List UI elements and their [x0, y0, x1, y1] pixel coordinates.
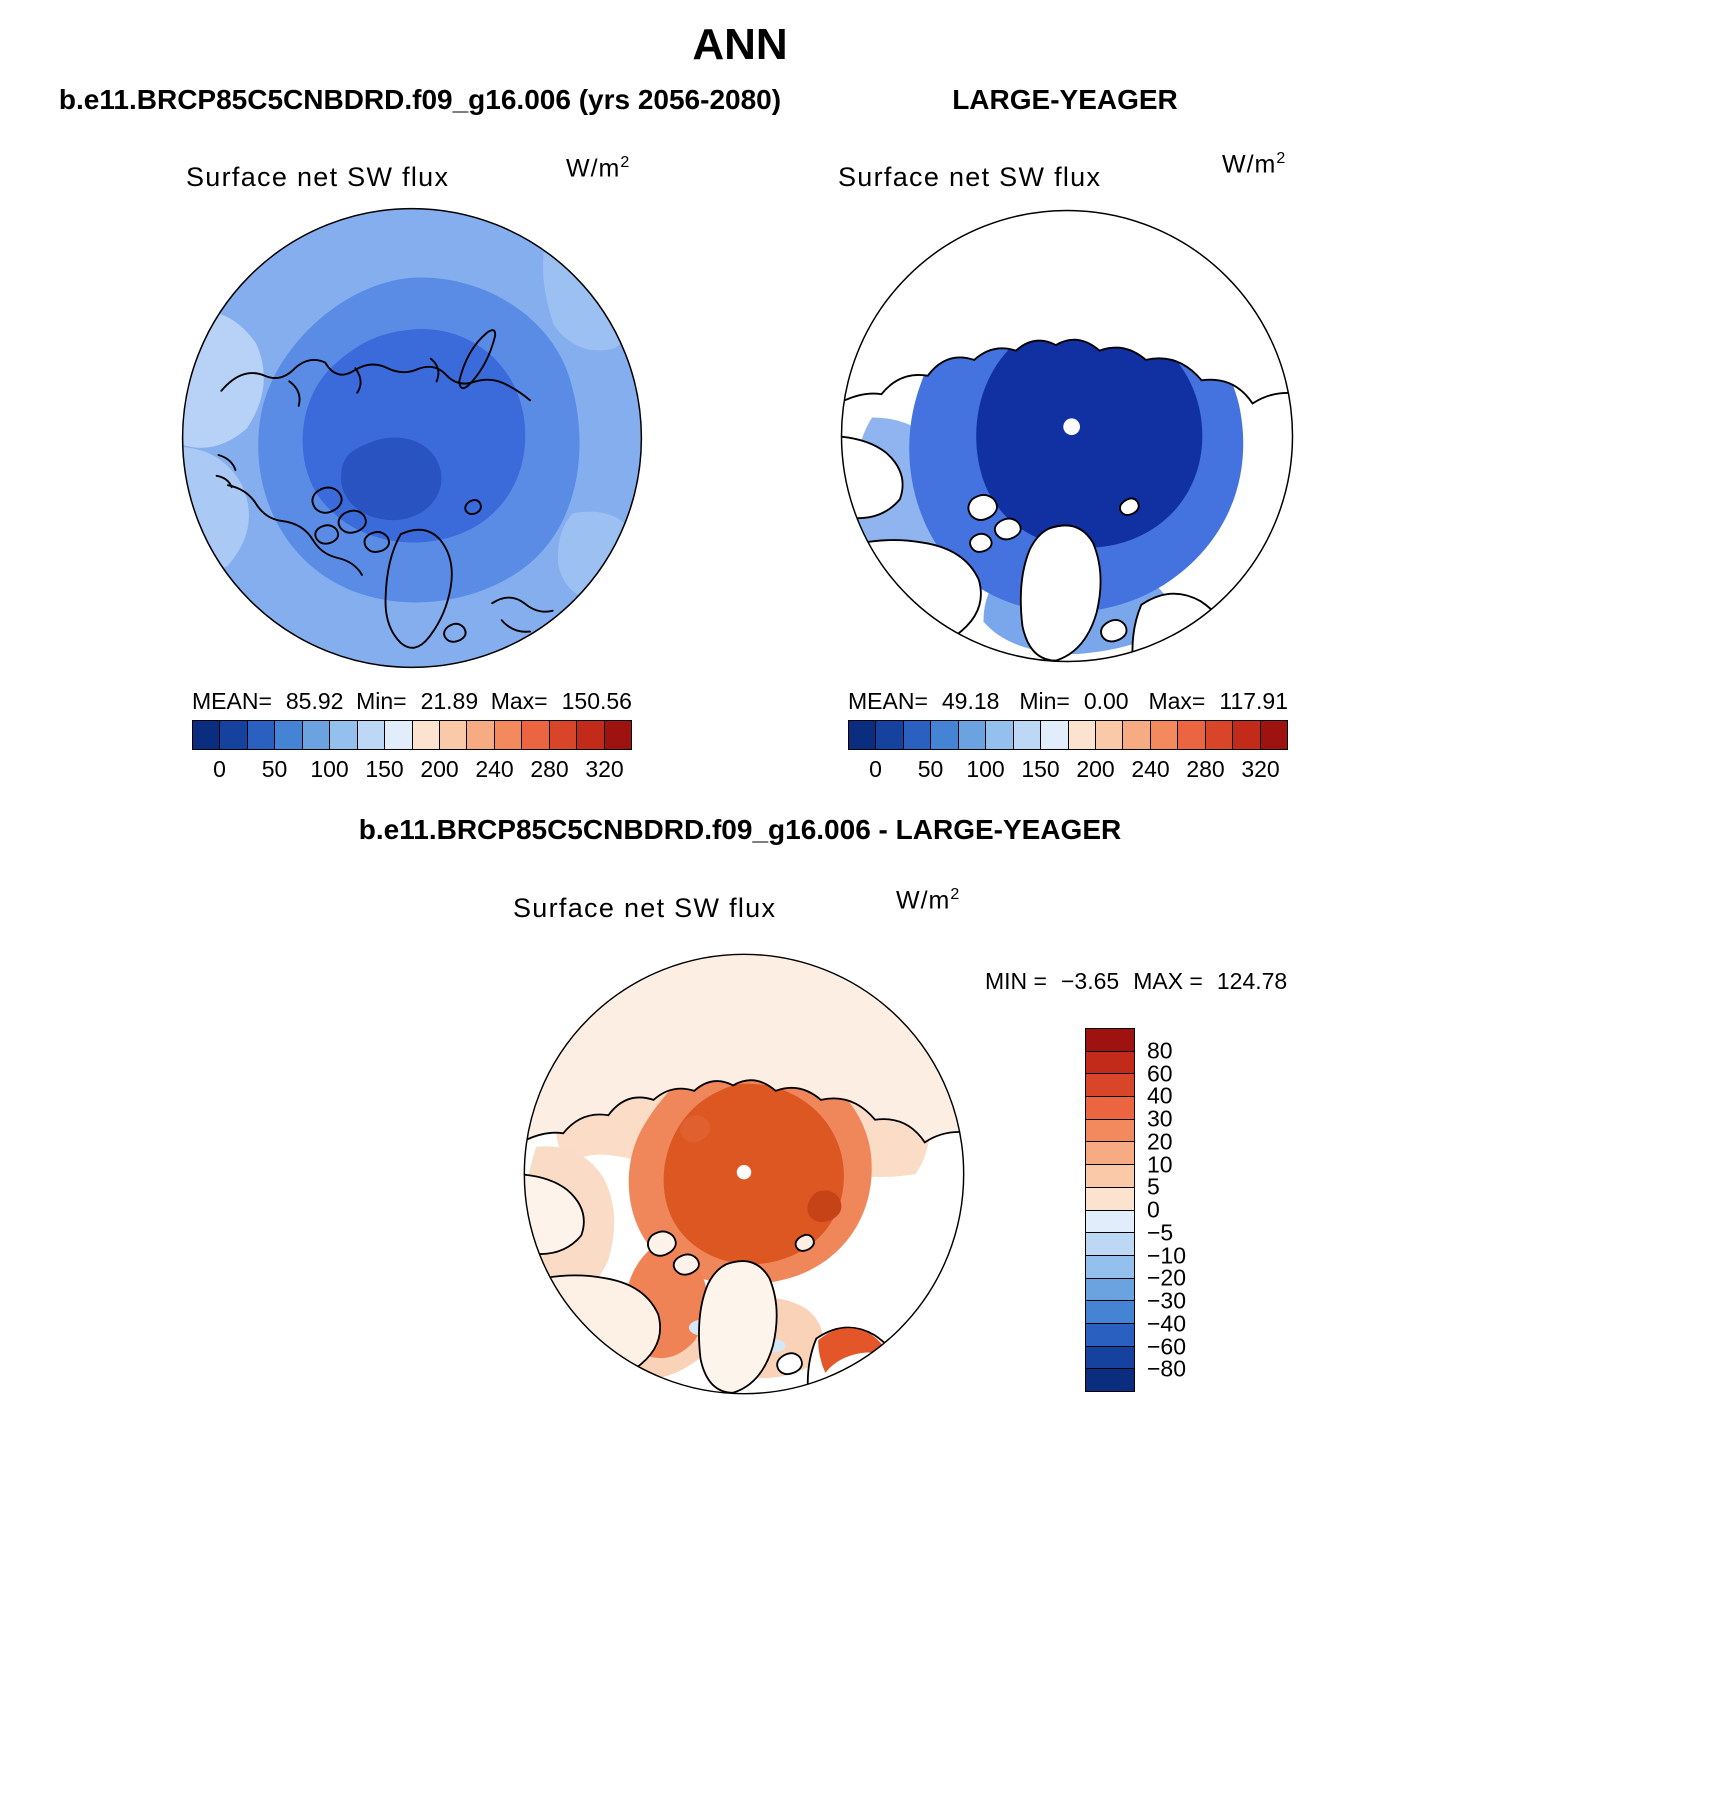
canada-land: [518, 1275, 660, 1400]
arctic-island: [648, 1231, 676, 1255]
right-panel-header: LARGE-YEAGER: [952, 84, 1178, 115]
left-units-base: W/m: [566, 154, 621, 183]
colorbar-segment: [220, 721, 247, 749]
diff-map-title: Surface net SW flux: [513, 893, 777, 923]
left-stats-row: [192, 688, 632, 715]
diff-units-label: [896, 886, 960, 915]
colorbar-segment: [330, 721, 357, 749]
colorbar-segment: [876, 721, 903, 749]
colorbar-segment: [1086, 1324, 1134, 1347]
right-map-title: Surface net SW flux: [838, 162, 1102, 192]
colorbar-segment: [1086, 1074, 1134, 1097]
max-value: 150.56: [561, 688, 632, 714]
colorbar-segment: [577, 721, 604, 749]
colorbar-tick-label: 30: [1147, 1105, 1173, 1132]
colorbar-segments: [192, 720, 632, 750]
colorbar-segment: [849, 721, 876, 749]
min-stat: [1019, 688, 1128, 715]
colorbar-tick-label: −60: [1147, 1333, 1187, 1359]
min-value: 0.00: [1083, 688, 1129, 714]
colorbar-segment: [1086, 1256, 1134, 1279]
canada-land: [835, 540, 981, 668]
colorbar-segment: [440, 721, 467, 749]
colorbar-tick-label: −80: [1147, 1355, 1187, 1382]
right-units-base: W/m: [1222, 150, 1277, 179]
colorbar-tick-label: −20: [1147, 1264, 1187, 1291]
arctic-island: [968, 495, 997, 520]
arctic-island: [995, 519, 1021, 540]
colorbar-segment: [1086, 1233, 1134, 1256]
colorbar-tick-label: 100: [310, 756, 349, 782]
colorbar-tick-label: −40: [1147, 1310, 1187, 1337]
iceland-land: [777, 1353, 802, 1374]
diff-min-value: −3.65: [1060, 968, 1120, 994]
colorbar-segments: [1085, 1028, 1135, 1392]
colorbar-tick-label: 0: [213, 756, 226, 782]
colorbar-segment: [303, 721, 330, 749]
colorbar-tick-label: 150: [365, 756, 404, 782]
mean-stat: [192, 688, 343, 715]
right-units-label: [1222, 150, 1286, 179]
mean-label: MEAN=: [192, 688, 272, 714]
diff-panel-header: b.e11.BRCP85C5CNBDRD.f09_g16.006 - LARGE-YEAGER: [358, 814, 1122, 845]
colorbar-tick-label: 5: [1147, 1173, 1160, 1200]
colorbar-segment: [1014, 721, 1041, 749]
diff-max-value: 124.78: [1216, 968, 1288, 994]
colorbar-segments: [848, 720, 1288, 750]
model-map-contours: [176, 202, 648, 674]
colorbar-tick-label: 0: [869, 756, 882, 782]
colorbar-tick-label: 200: [420, 756, 459, 782]
colorbar-segment: [1041, 721, 1068, 749]
max-label: Max=: [490, 688, 548, 714]
colorbar-tick-label: 0: [1147, 1196, 1160, 1223]
max-value: 117.91: [1219, 688, 1288, 714]
colorbar-segment: [467, 721, 494, 749]
colorbar-tick-label: −30: [1147, 1287, 1187, 1314]
colorbar-segment: [959, 721, 986, 749]
colorbar-segment: [1086, 1211, 1134, 1234]
colorbar-tick-label: 100: [966, 756, 1005, 782]
colorbar-tick-label: 10: [1147, 1151, 1173, 1177]
obs-map: [835, 204, 1299, 668]
colorbar-segment: [248, 721, 275, 749]
colorbar-tick-label: 320: [1241, 756, 1280, 782]
diff-minmax-row: [985, 968, 1287, 995]
colorbar-segment: [986, 721, 1013, 749]
arctic-island: [970, 534, 992, 552]
colorbar-tick-label: −10: [1147, 1242, 1187, 1268]
colorbar-segment: [1086, 1120, 1134, 1143]
max-stat: [1148, 688, 1288, 715]
colorbar-segment: [1123, 721, 1150, 749]
diff-colorbar: [1085, 1028, 1187, 1392]
colorbar-segment: [275, 721, 302, 749]
colorbar-tick-label: 240: [1131, 756, 1170, 782]
light-contour: [558, 512, 639, 599]
colorbar-segment: [1086, 1188, 1134, 1211]
colorbar-tick-label: 150: [1021, 756, 1060, 782]
colorbar-segment: [1086, 1097, 1134, 1120]
colorbar-segment: [1086, 1142, 1134, 1165]
colorbar-segment: [931, 721, 958, 749]
colorbar-tick-label: 320: [585, 756, 624, 782]
left-panel-header: b.e11.BRCP85C5CNBDRD.f09_g16.006 (yrs 2056-2080): [58, 84, 782, 115]
colorbar-segment: [1069, 721, 1096, 749]
colorbar-segment: [522, 721, 549, 749]
darkest-contour: [341, 437, 441, 520]
right-units-exponent: 2: [1276, 150, 1287, 167]
colorbar-segment: [1086, 1301, 1134, 1324]
mean-label: MEAN=: [848, 688, 928, 714]
min-stat: [356, 688, 478, 715]
colorbar-segment: [1096, 721, 1123, 749]
colorbar-segment: [495, 721, 522, 749]
colorbar-tick-label: 280: [1186, 756, 1225, 782]
arctic-island: [674, 1254, 699, 1274]
obs-map-contours: [835, 204, 1299, 668]
left-colorbar: [192, 720, 632, 782]
min-label: Min=: [356, 688, 407, 714]
min-label: Min=: [1019, 688, 1070, 714]
colorbar-tick-label: 80: [1147, 1037, 1173, 1064]
colorbar-segment: [550, 721, 577, 749]
colorbar-segment: [1086, 1029, 1134, 1052]
max-stat: [491, 688, 632, 715]
colorbar-tick-label: 60: [1147, 1060, 1173, 1086]
colorbar-segment: [1086, 1165, 1134, 1188]
diff-map-contours: [518, 948, 970, 1400]
colorbar-tick-label: 50: [261, 756, 288, 782]
mean-stat: [848, 688, 999, 715]
left-units-label: [566, 154, 630, 183]
diff-units-exponent: 2: [950, 886, 961, 903]
diff-max-label: MAX =: [1133, 968, 1203, 994]
colorbar-segment: [904, 721, 931, 749]
max-label: Max=: [1148, 688, 1206, 714]
figure-season-title: ANN: [692, 20, 788, 69]
colorbar-segment: [1261, 721, 1287, 749]
diff-map: [518, 948, 970, 1400]
colorbar-segment: [605, 721, 631, 749]
colorbar-tick-label: −5: [1147, 1219, 1174, 1246]
colorbar-tick-label: 40: [1147, 1082, 1173, 1109]
iceland-land: [1101, 620, 1126, 641]
colorbar-segment: [1206, 721, 1233, 749]
scandinavia-land: [1132, 594, 1235, 668]
left-map-title: Surface net SW flux: [186, 162, 450, 192]
colorbar-segment: [358, 721, 385, 749]
colorbar-segment: [193, 721, 220, 749]
colorbar-segment: [413, 721, 440, 749]
model-map: [176, 202, 648, 674]
colorbar-tick-label: 20: [1147, 1128, 1173, 1155]
colorbar-segment: [1178, 721, 1205, 749]
colorbar-tick-label: 200: [1076, 756, 1115, 782]
left-units-exponent: 2: [620, 154, 631, 171]
colorbar-segment: [1086, 1369, 1134, 1391]
mean-value: 49.18: [941, 688, 1000, 714]
min-value: 21.89: [420, 688, 479, 714]
colorbar-tick-label: 50: [917, 756, 944, 782]
diff-min-label: MIN =: [985, 968, 1047, 994]
right-colorbar: [848, 720, 1288, 782]
colorbar-segment: [1233, 721, 1260, 749]
colorbar-tick-label: 280: [530, 756, 569, 782]
colorbar-segment: [1086, 1052, 1134, 1075]
colorbar-tick-label: 240: [475, 756, 514, 782]
colorbar-segment: [385, 721, 412, 749]
right-stats-row: [848, 688, 1288, 715]
pole-hole: [737, 1165, 751, 1179]
colorbar-segment: [1086, 1279, 1134, 1302]
colorbar-segment: [1086, 1347, 1134, 1370]
colorbar-segment: [1151, 721, 1178, 749]
mean-value: 85.92: [285, 688, 344, 714]
diff-units-base: W/m: [896, 886, 951, 915]
pole-hole: [1063, 418, 1080, 435]
